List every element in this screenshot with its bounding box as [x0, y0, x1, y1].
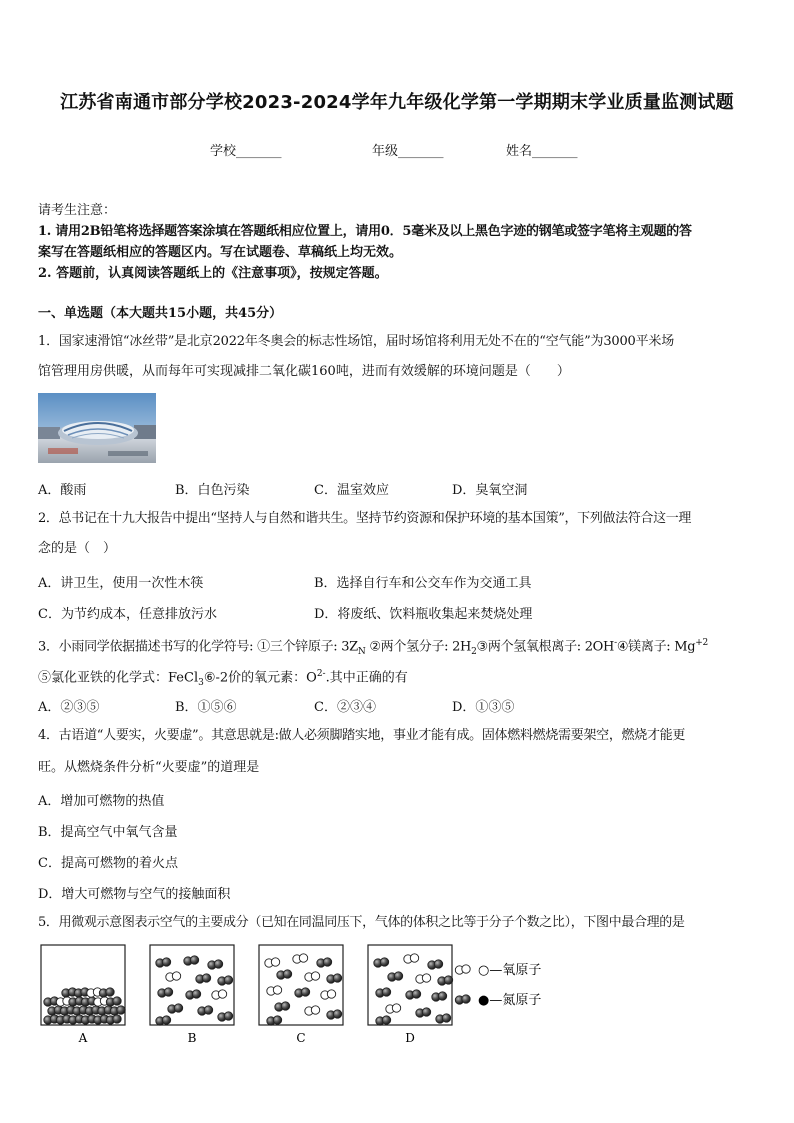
nitrogen-atom	[281, 1002, 289, 1010]
oxygen-atom	[273, 986, 281, 994]
nitrogen-atom	[162, 958, 170, 966]
nitrogen-atom	[382, 1016, 390, 1024]
q1-option-a: A．酸雨	[38, 483, 87, 498]
label-a: A	[78, 1031, 88, 1045]
q3-line-1: 3．小雨同学依据描述书写的化学符号: ①三个锌原子: $3Z_N$ ②两个氢分子: $2H_2③$两个氢氧根离子: 2OH-④镁离子: $Mg^{+2}$	[38, 638, 708, 657]
nitrogen-atom	[162, 1016, 170, 1024]
q1-line-1: 1．国家速滑馆“冰丝带”是北京2022年冬奥会的标志性场馆，届时场馆将利用无处不在的“空气能”为3000平米场	[38, 334, 675, 349]
q1-option-b: B．白色污染	[175, 483, 250, 498]
oxygen-atom	[462, 965, 470, 973]
q2-line-2: 念的是（ ）	[38, 541, 117, 556]
q2-option-c: C．为节约成本，任意排放污水	[38, 607, 217, 622]
nitrogen-atom	[323, 958, 331, 966]
q1-line-2: 馆管理用房供暖，从而每年可实现减排二氧化碳160吨，进而有效缓解的环境问题是（ ）	[38, 364, 570, 379]
q2-line-1: 2．总书记在十九大报告中提出“坚持人与自然和谐共生。坚持节约资源和保护环境的基本国策”，下列做法符合这一理	[38, 511, 692, 526]
nitrogen-atom	[422, 1008, 430, 1016]
nitrogen-atom	[382, 988, 390, 996]
q4-option-d: D．增大可燃物与空气的接触面积	[38, 887, 231, 902]
q3-option-b: B．①⑤⑥	[175, 700, 237, 715]
school-field: 学校_______	[210, 144, 282, 159]
nitrogen-atom	[202, 974, 210, 982]
oxygen-atom	[299, 954, 307, 962]
q3-line-2: ⑤氯化亚铁的化学式：FeCl$_3$⑥-2价的氧元素：$O^{2-}$.其中正确的有	[38, 669, 408, 688]
oxygen-atom	[311, 972, 319, 980]
nitrogen-atom	[117, 1006, 125, 1014]
legend-oxygen: ○—氧原子	[478, 963, 542, 978]
q3-option-d: D．①③⑤	[452, 700, 515, 715]
nitrogen-atom	[214, 960, 222, 968]
q1-option-d: D．臭氧空洞	[452, 483, 528, 498]
q2-option-b: B．选择自行车和公交车作为交通工具	[314, 576, 532, 591]
q3-option-a: A．②③⑤	[38, 700, 100, 715]
oxygen-atom	[218, 990, 226, 998]
exam-title: 江苏省南通市部分学校2023-2024学年九年级化学第一学期期末学业质量监测试题	[60, 92, 734, 113]
nitrogen-atom	[113, 1015, 121, 1023]
q5-line-1: 5．用微观示意图表示空气的主要成分（已知在同温同压下，气体的体积之比等于分子个数之比），下图中最合理的是	[38, 915, 685, 930]
nitrogen-atom	[333, 974, 341, 982]
legend-nitrogen: ●—氮原子	[478, 993, 542, 1008]
nitrogen-atom	[394, 972, 402, 980]
nitrogen-atom	[438, 992, 446, 1000]
grade-field: 年级_______	[372, 144, 444, 159]
q1-option-c: C．温室效应	[314, 483, 389, 498]
notice-heading: 请考生注意：	[38, 203, 117, 218]
name-field: 姓名_______	[506, 144, 578, 159]
notice-item-1b: 案写在答题纸相应的答题区内。写在试题卷、草稿纸上均无效。	[38, 245, 403, 260]
nitrogen-atom	[442, 1014, 450, 1022]
q4-line-1: 4．古语道“人要实，火要虚”。其意思就是:做人必须脚踏实地，事业才能有成。固体燃料燃烧需要架空，燃烧才能更	[38, 728, 686, 743]
q4-option-a: A．增加可燃物的热值	[38, 794, 165, 809]
nitrogen-atom	[273, 1016, 281, 1024]
oxygen-atom	[172, 972, 180, 980]
q4-option-b: B．提高空气中氧气含量	[38, 825, 178, 840]
oxygen-atom	[327, 990, 335, 998]
nitrogen-atom	[164, 988, 172, 996]
oxygen-atom	[271, 958, 279, 966]
label-d: D	[405, 1031, 415, 1045]
nitrogen-atom	[224, 1012, 232, 1020]
nitrogen-atom	[444, 976, 452, 984]
nitrogen-atom	[301, 988, 309, 996]
oxygen-atom	[410, 954, 418, 962]
notice-item-1a: 1. 请用2B铅笔将选择题答案涂填在答题纸相应位置上，请用0．5毫米及以上黑色字迹的钢笔或签字笔将主观题的答	[38, 224, 692, 239]
nitrogen-atom	[333, 1010, 341, 1018]
nitrogen-atom	[283, 970, 291, 978]
nitrogen-atom	[113, 997, 121, 1005]
nitrogen-atom	[462, 995, 470, 1003]
oxygen-atom	[311, 1006, 319, 1014]
nitrogen-atom	[380, 958, 388, 966]
section-heading: 一、单选题（本大题共15小题，共45分）	[38, 306, 283, 321]
q2-option-a: A．讲卫生，使用一次性木筷	[38, 576, 204, 591]
nitrogen-atom	[192, 990, 200, 998]
oxygen-atom	[422, 974, 430, 982]
nitrogen-atom	[434, 960, 442, 968]
notice-item-2: 2. 答题前，认真阅读答题纸上的《注意事项》，按规定答题。	[38, 266, 388, 281]
label-c: C	[296, 1031, 306, 1045]
speed-skating-oval-photo	[38, 393, 156, 463]
nitrogen-atom	[412, 990, 420, 998]
molecule-diagram	[38, 940, 598, 1050]
nitrogen-atom	[224, 976, 232, 984]
nitrogen-atom	[204, 1006, 212, 1014]
oxygen-atom	[392, 1004, 400, 1012]
q4-line-2: 旺。从燃烧条件分析“火要虚”的道理是	[38, 760, 260, 775]
label-b: B	[187, 1031, 197, 1045]
nitrogen-atom	[190, 956, 198, 964]
nitrogen-atom	[106, 988, 114, 996]
nitrogen-atom	[174, 1004, 182, 1012]
q2-option-d: D．将废纸、饮料瓶收集起来焚烧处理	[314, 607, 533, 622]
q3-option-c: C．②③④	[314, 700, 376, 715]
q4-option-c: C．提高可燃物的着火点	[38, 856, 178, 871]
